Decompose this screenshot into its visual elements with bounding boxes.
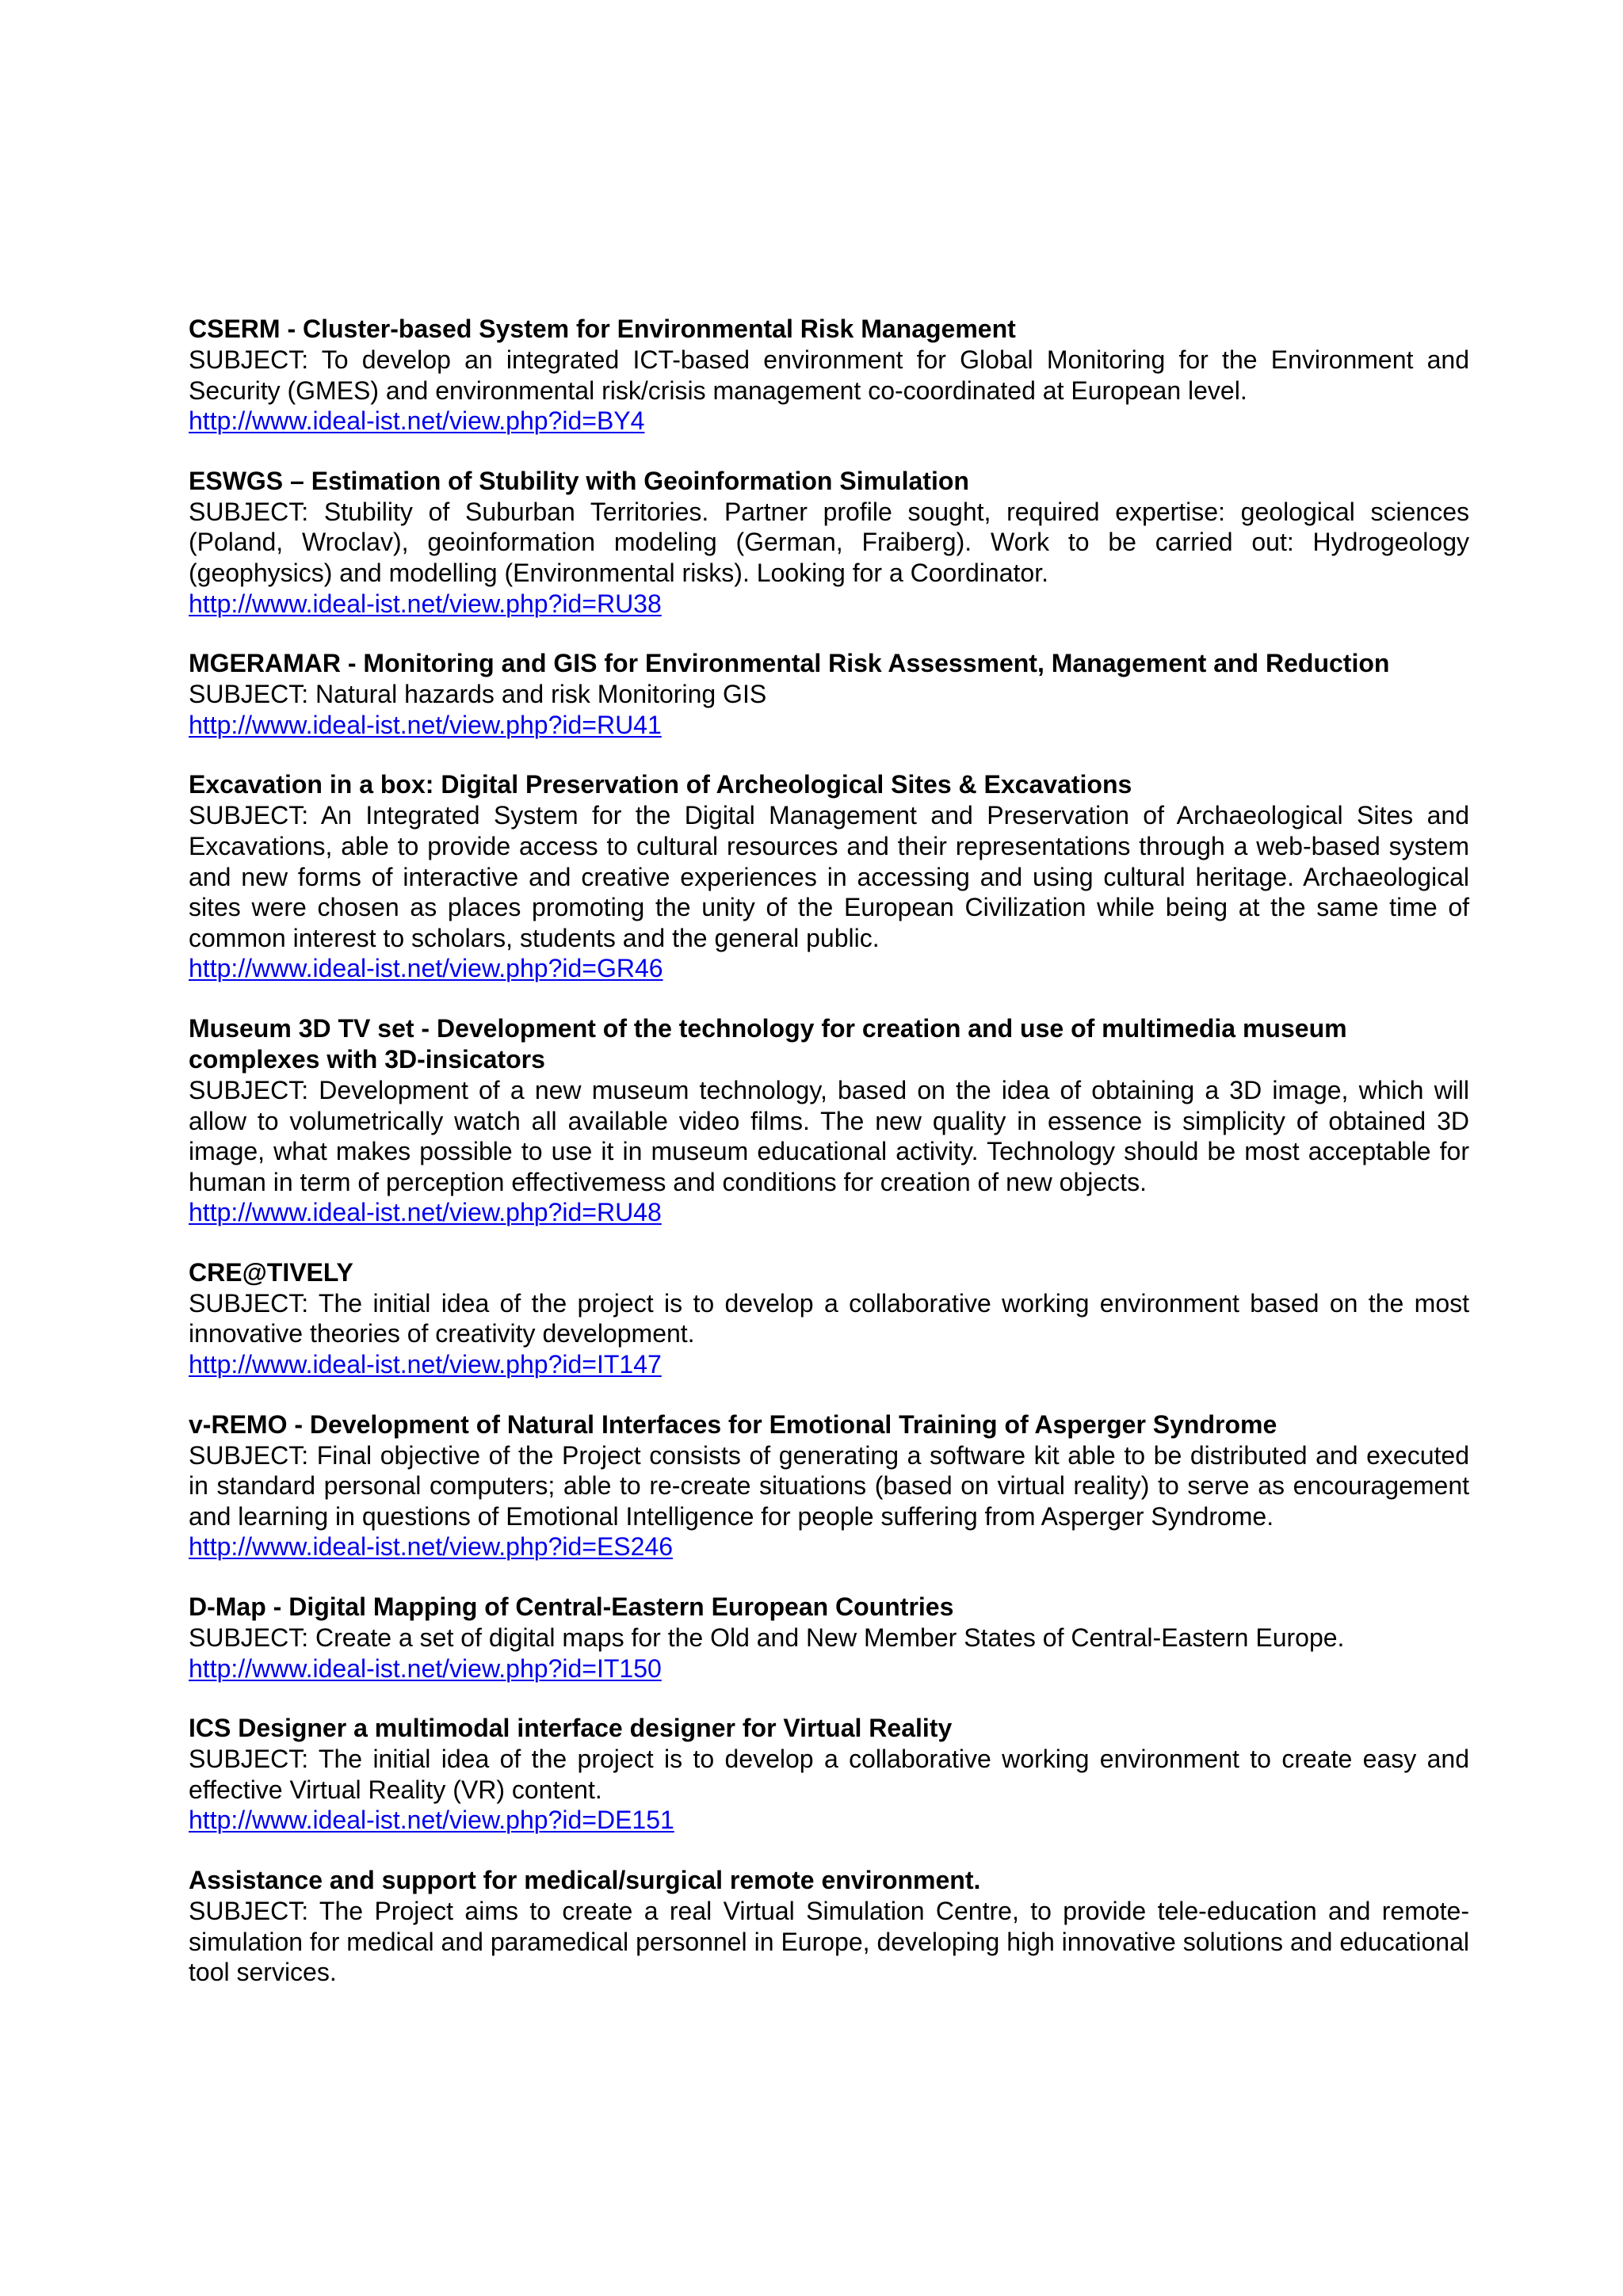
project-subject: SUBJECT: To develop an integrated ICT-based environment for Global Monitoring for the Environment and Security (GMES) and environmental risk/crisis management co-coordinated at European level. xyxy=(189,345,1469,405)
project-entry-d-map xyxy=(189,1592,1469,1684)
project-link[interactable]: http://www.ideal-ist.net/view.php?id=BY4 xyxy=(189,406,645,436)
project-title: D-Map - Digital Mapping of Central-Eastern European Countries xyxy=(189,1592,954,1622)
project-title: Excavation in a box: Digital Preservation of Archeological Sites & Excavations xyxy=(189,770,1132,799)
project-entry-medical-remote-environment xyxy=(189,1865,1469,1988)
project-link[interactable]: http://www.ideal-ist.net/view.php?id=IT147 xyxy=(189,1350,662,1379)
project-subject: SUBJECT: The initial idea of the project is to develop a collaborative working environment based on the most innovative theories of creativity development. xyxy=(189,1288,1469,1348)
project-subject: SUBJECT: Final objective of the Project consists of generating a software kit able to be distributed and executed in standard personal computers; able to re-create situations (based on virtual reality) to serve as encouragement and learning in questions of Emotional Intelligence for people suffering from Asperger Syndrome. xyxy=(189,1440,1469,1531)
project-link[interactable]: http://www.ideal-ist.net/view.php?id=RU41 xyxy=(189,710,662,739)
project-subject: SUBJECT: Create a set of digital maps for the Old and New Member States of Central-Eastern Europe. xyxy=(189,1623,1345,1653)
project-link[interactable]: http://www.ideal-ist.net/view.php?id=IT150 xyxy=(189,1653,662,1683)
project-subject: SUBJECT: The Project aims to create a real Virtual Simulation Centre, to provide tele-education and remote-simulation for medical and paramedical personnel in Europe, developing high innovative solutions and educational tool services. xyxy=(189,1897,1469,1987)
project-title: CRE@TIVELY xyxy=(189,1257,353,1287)
project-title: Museum 3D TV set - Development of the technology for creation and use of multimedia museum complexes with 3D-insicators xyxy=(189,1013,1347,1074)
project-entry-cserm xyxy=(189,314,1469,437)
project-subject: SUBJECT: Stubility of Suburban Territories. Partner profile sought, required expertise: geological sciences (Poland, Wroclav), geoinformation modeling (German, Fraiberg). Work to be carried out: Hydrogeology (geophysics) and modelling (Environmental risks). Looking for a Coordinator. xyxy=(189,497,1469,587)
project-title: MGERAMAR - Monitoring and GIS for Environmental Risk Assessment, Management and Reduction xyxy=(189,649,1390,678)
project-link[interactable]: http://www.ideal-ist.net/view.php?id=RU38 xyxy=(189,589,662,618)
project-entry-v-remo xyxy=(189,1409,1469,1562)
project-title: v-REMO - Development of Natural Interfaces for Emotional Training of Asperger Syndrome xyxy=(189,1409,1277,1439)
project-title: Assistance and support for medical/surgical remote environment. xyxy=(189,1866,981,1894)
project-link[interactable]: http://www.ideal-ist.net/view.php?id=DE151 xyxy=(189,1806,674,1835)
project-title: ESWGS – Estimation of Stubility with Geoinformation Simulation xyxy=(189,466,969,495)
project-entry-ics-designer xyxy=(189,1713,1469,1836)
project-entry-museum-3d-tv xyxy=(189,1013,1469,1228)
project-link[interactable]: http://www.ideal-ist.net/view.php?id=ES246 xyxy=(189,1532,674,1562)
project-link[interactable]: http://www.ideal-ist.net/view.php?id=RU48 xyxy=(189,1198,662,1227)
project-subject: SUBJECT: An Integrated System for the Digital Management and Preservation of Archaeological Sites and Excavations, able to provide access to cultural resources and their representations through a web-based system and new forms of interactive and creative experiences in accessing and using cultural heritage. Archaeological sites were chosen as places promoting the unity of the European Civilization while being at the same time of common interest to scholars, students and the general public. xyxy=(189,801,1469,952)
project-subject: SUBJECT: Development of a new museum technology, based on the idea of obtaining a 3D image, which will allow to volumetrically watch all available video films. The new quality in essence is simplicity of obtained 3D image, what makes possible to use it in museum educational activity. Technology should be most acceptable for human in term of perception effectivemess and conditions for creation of new objects. xyxy=(189,1075,1469,1196)
project-subject: SUBJECT: Natural hazards and risk Monitoring GIS xyxy=(189,680,767,709)
project-subject: SUBJECT: The initial idea of the project is to develop a collaborative working environment to create easy and effective Virtual Reality (VR) content. xyxy=(189,1745,1469,1804)
project-entry-eswgs xyxy=(189,466,1469,619)
project-entry-mgeramar xyxy=(189,648,1469,740)
project-title: ICS Designer a multimodal interface designer for Virtual Reality xyxy=(189,1714,953,1743)
project-entry-creatively xyxy=(189,1257,1469,1380)
document-page xyxy=(189,314,1469,2017)
project-link[interactable]: http://www.ideal-ist.net/view.php?id=GR46 xyxy=(189,954,663,983)
project-title: CSERM - Cluster-based System for Environmental Risk Management xyxy=(189,315,1016,343)
project-entry-excavation-in-a-box xyxy=(189,769,1469,984)
